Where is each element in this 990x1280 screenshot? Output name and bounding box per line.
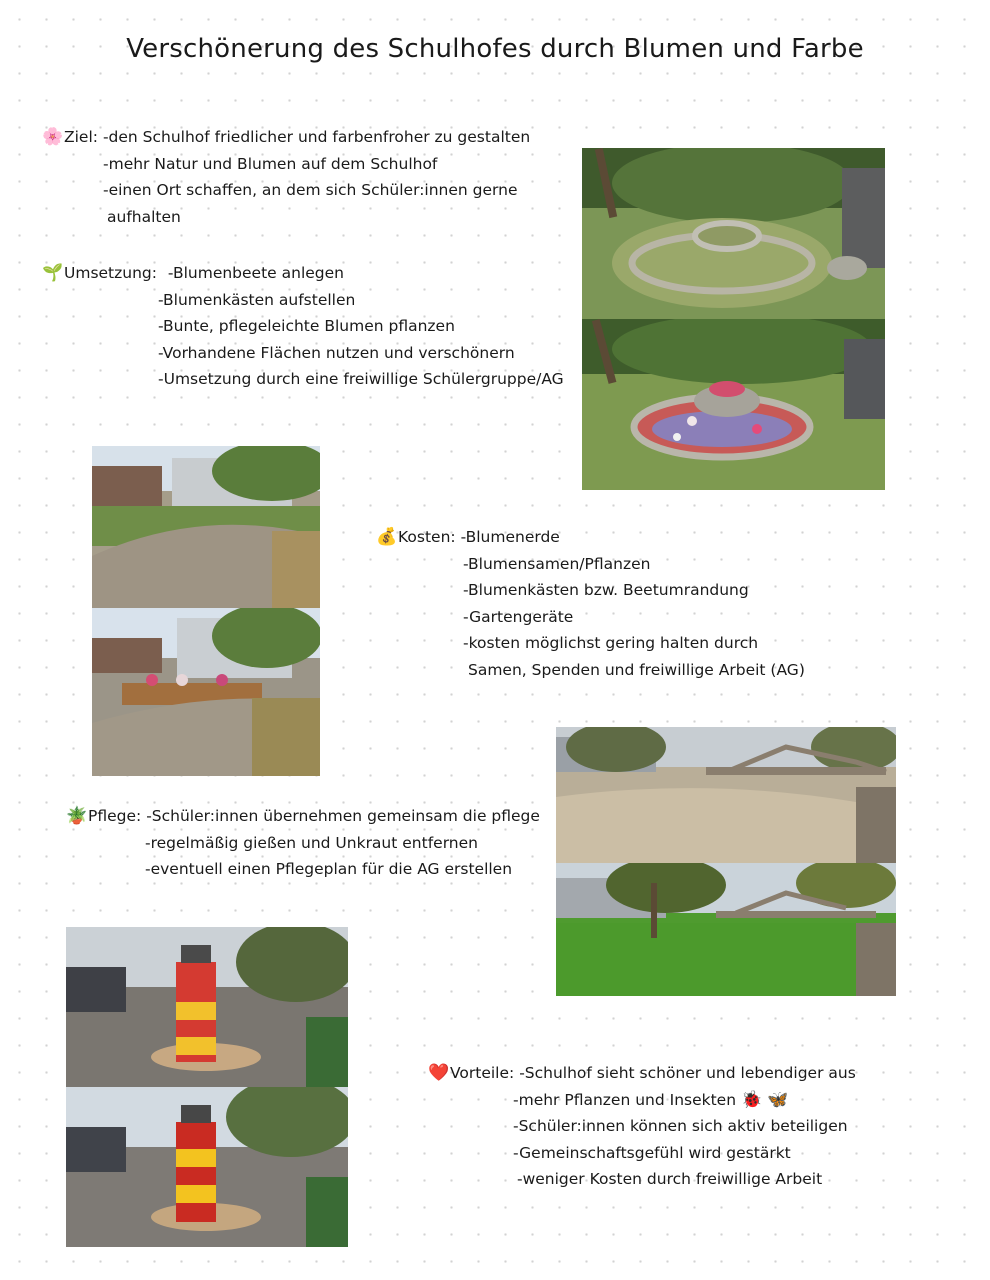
umsetzung-line-2: -Blumenkästen aufstellen (158, 290, 356, 309)
kosten-label: Kosten: (398, 528, 456, 546)
ziel-line-4: aufhalten (107, 207, 181, 226)
photo-flowerbed-after (582, 319, 885, 490)
umsetzung-line-5: -Umsetzung durch eine freiwillige Schülergruppe/AG (158, 370, 564, 389)
seedling-icon: 🌱 (42, 263, 64, 283)
vorteile-line-4: -Gemeinschaftsgefühl wird gestärkt (513, 1143, 791, 1162)
kosten-line-4: -Gartengeräte (463, 607, 574, 626)
photo-flowerbed-before (582, 148, 885, 319)
photo-lighthouse-after (66, 1087, 348, 1247)
ziel-line-3: -einen Ort schaffen, an dem sich Schüler:innen gerne (103, 181, 518, 200)
vorteile-line-2: -mehr Pflanzen und Insekten (513, 1090, 737, 1109)
pflege-line-2: -regelmäßig gießen und Unkraut entfernen (145, 833, 478, 852)
section-pflege (66, 803, 540, 883)
ziel-line-2: -mehr Natur und Blumen auf dem Schulhof (103, 154, 438, 173)
ziel-line-1: -den Schulhof friedlicher und farbenfroher zu gestalten (102, 128, 531, 146)
vorteile-label: Vorteile: (450, 1064, 515, 1082)
ladybug-icon: 🐞 (740, 1089, 763, 1110)
pflege-line-1: -Schüler:innen übernehmen gemeinsam die pflege (146, 807, 540, 825)
section-ziel (42, 124, 530, 230)
kosten-line-5: -kosten möglichst gering halten durch (463, 634, 759, 653)
red-heart-icon: ❤️ (428, 1063, 450, 1083)
section-vorteile (428, 1060, 856, 1193)
butterfly-icon: 🦋 (767, 1089, 789, 1110)
kosten-line-2: -Blumensamen/Pflanzen (463, 554, 651, 573)
umsetzung-line-1: -Blumenbeete anlegen (167, 264, 344, 282)
ziel-label: Ziel: (64, 128, 98, 146)
photo-playground-before (556, 727, 896, 863)
page-title: Verschönerung des Schulhofes durch Blumen und Farbe (126, 34, 864, 64)
kosten-line-1: -Blumenerde (460, 528, 560, 546)
umsetzung-line-3: -Bunte, pflegeleichte Blumen pflanzen (158, 317, 455, 336)
umsetzung-line-4: -Vorhandene Flächen nutzen und verschönern (158, 343, 515, 362)
pflege-line-3: -eventuell einen Pflegeplan für die AG erstellen (145, 860, 513, 879)
section-umsetzung (42, 260, 564, 393)
cherry-blossom-icon: 🌸 (42, 127, 64, 147)
kosten-line-3: -Blumenkästen bzw. Beetumrandung (463, 581, 749, 600)
money-bag-icon: 💰 (376, 527, 398, 547)
vorteile-line-5: -weniger Kosten durch freiwillige Arbeit (517, 1170, 823, 1189)
pflege-label: Pflege: (88, 807, 142, 825)
vorteile-line-1: -Schulhof sieht schöner und lebendiger aus (519, 1064, 856, 1082)
kosten-line-6: Samen, Spenden und freiwillige Arbeit (AG) (468, 660, 805, 679)
photo-lighthouse-before (66, 927, 348, 1087)
potted-plant-icon: 🪴 (66, 806, 88, 826)
section-kosten (376, 524, 805, 684)
photo-playground-after (556, 863, 896, 996)
vorteile-line-3: -Schüler:innen können sich aktiv beteiligen (513, 1117, 848, 1136)
umsetzung-label: Umsetzung: (64, 264, 157, 282)
photo-courtyard-after (92, 608, 320, 776)
photo-courtyard-before (92, 446, 320, 608)
